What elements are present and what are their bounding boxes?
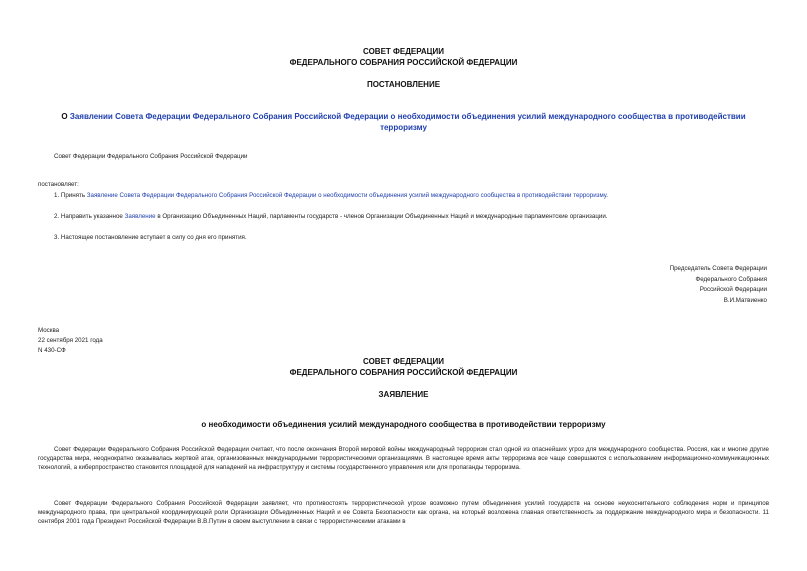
resolution-subject: Совет Федерации Федерального Собрания Российской Федерации <box>54 153 248 160</box>
signature-line1: Председатель Совета Федерации <box>669 265 767 272</box>
statement-org-line1: СОВЕТ ФЕДЕРАЦИИ <box>363 357 444 366</box>
document-type: ПОСТАНОВЛЕНИЕ <box>366 80 441 89</box>
date: 22 сентября 2021 года <box>38 337 103 345</box>
item-1-prefix: 1. Принять <box>54 192 87 199</box>
item-1-link[interactable]: Заявление Совета Федерации Федерального Собрания Российской Федерации о необходимости объединения усилий международного сообщества в противодействии терроризму <box>86 192 607 199</box>
signature-line2: Федерального Собрания <box>695 275 767 283</box>
org-name-line1: СОВЕТ ФЕДЕРАЦИИ <box>363 47 444 56</box>
org-name-line2: ФЕДЕРАЛЬНОГО СОБРАНИЯ РОССИЙСКОЙ ФЕДЕРАЦИИ <box>289 58 518 67</box>
resolution-item-1 <box>54 192 774 201</box>
signature-name: В.И.Матвиенко <box>723 296 767 304</box>
statement-title: о необходимости объединения усилий международного сообщества в противодействии терроризму <box>201 420 606 429</box>
resolution-title <box>50 111 757 133</box>
signature-block <box>567 264 767 306</box>
place-date-block <box>38 326 103 357</box>
item-1-suffix: . <box>606 192 609 199</box>
document-number: N 430-СФ <box>38 347 66 355</box>
resolution-title-link[interactable]: Заявлении Совета Федерации Федерального Собрания Российской Федерации о необходимости объединения усилий международного сообщества в противодействии терроризму <box>69 112 746 133</box>
city: Москва <box>38 327 60 334</box>
item-2-suffix: в Организацию Объединенных Наций, парламенты государств - членов Организации Объединенных Наций и международные парламентские организации. <box>155 213 608 220</box>
resolution-item-2 <box>54 213 774 222</box>
statement-org-line2: ФЕДЕРАЛЬНОГО СОБРАНИЯ РОССИЙСКОЙ ФЕДЕРАЦИИ <box>289 368 518 377</box>
statement-paragraph-1: Совет Федерации Федерального Собрания Российской Федерации считает, что после окончания Второй мировой войны международный терроризм стал одной из опаснейших угроз для международного сообщества. Россия, как и многие другие государства мира, неоднократно оказывалась жертвой атак, организованных международными террористическими организациями. В настоящее время акты терроризма все чаще совершаются с использованием информационно-коммуникационных технологий, а киберпространство становится площадкой для нападений на инфраструктуру и системы государственного управления или для пропаганды терроризма. <box>38 446 769 471</box>
item-2-prefix: 2. Направить указанное <box>54 213 125 220</box>
resolution-decides: постановляет: <box>38 181 79 188</box>
resolution-title-prefix: О <box>61 112 70 121</box>
statement-paragraph-2: Совет Федерации Федерального Собрания Российской Федерации заявляет, что противостоять террористической угрозе возможно путем объединения усилий государств на основе неукоснительного соблюдения норм и принципов международного права, при центральной координирующей роли Организации Объединенных Наций и ее Совета Безопасности как органа, на который возложена главная ответственность за поддержание международного мира и безопасности. 11 сентября 2001 года Президент Российской Федерации В.В.Путин в своем выступлении в связи с террористическими атаками в <box>38 500 769 525</box>
statement-type: ЗАЯВЛЕНИЕ <box>378 390 429 399</box>
item-2-link[interactable]: Заявление <box>124 213 156 220</box>
signature-line3: Российской Федерации <box>699 286 767 294</box>
resolution-item-3: 3. Настоящее постановление вступает в силу со дня его принятия. <box>54 234 247 241</box>
